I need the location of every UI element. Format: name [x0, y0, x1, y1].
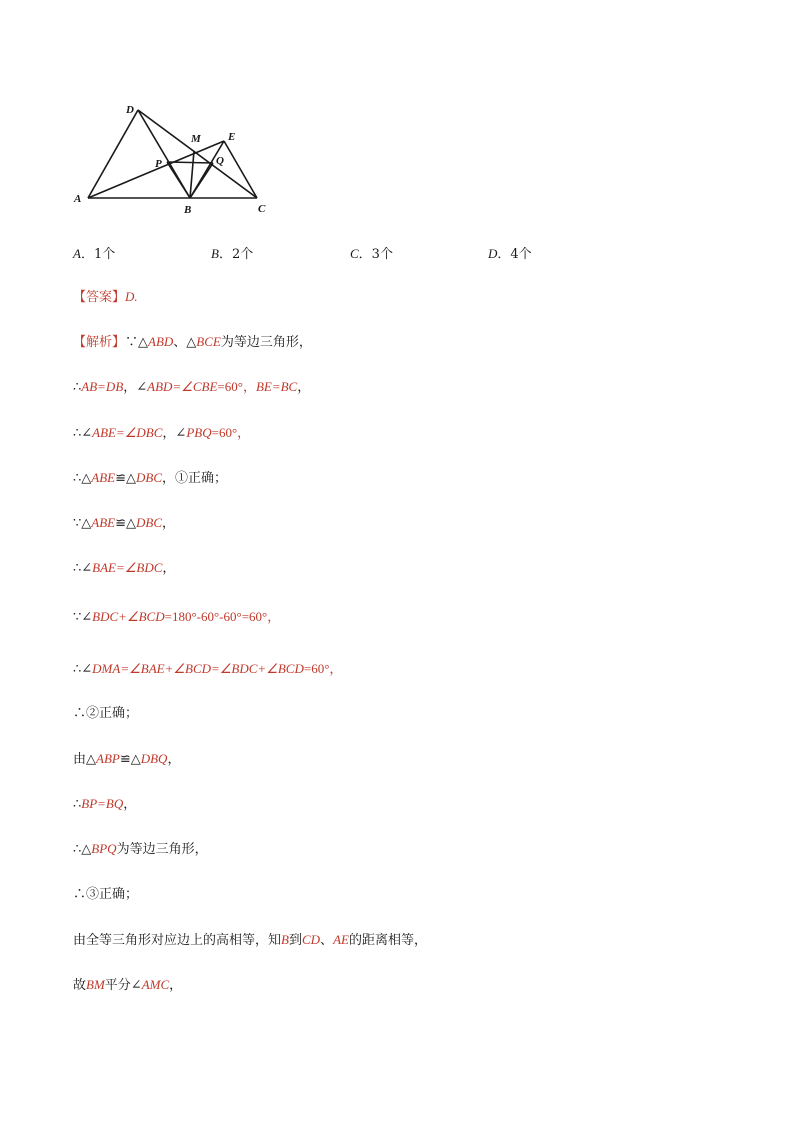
analysis-text: 【解析】 [73, 335, 126, 350]
analysis-text: DBC [136, 515, 162, 530]
analysis-line [73, 795, 136, 814]
analysis-text: AMC [141, 977, 170, 992]
analysis-text: BP=BQ [81, 796, 124, 811]
analysis-text: ， [169, 978, 183, 993]
analysis-line [73, 333, 312, 352]
point-label-q: Q [216, 155, 224, 167]
analysis-text: ABE [91, 470, 116, 485]
analysis-text: ， [297, 380, 311, 395]
triangle-diagram [70, 100, 280, 218]
analysis-text: ， [123, 797, 137, 812]
option-c[interactable] [350, 243, 393, 262]
analysis-text: B [281, 932, 289, 947]
answer-line [73, 288, 138, 307]
analysis-text: ∴∠ [73, 426, 93, 441]
analysis-text: =60°， [303, 661, 343, 676]
analysis-line [73, 378, 310, 397]
analysis-text: ∴∠ [73, 561, 93, 576]
point-label-m: M [191, 133, 201, 145]
analysis-text: DMA=∠BAE+∠BCD=∠BDC+∠BCD [92, 661, 304, 676]
analysis-text: 为等边三角形， [220, 335, 312, 350]
analysis-text: ∵∠ [73, 610, 93, 625]
analysis-text: ∴ [73, 380, 82, 395]
analysis-line [73, 705, 138, 723]
analysis-text: ABP [96, 751, 120, 766]
analysis-text: ∵△ [125, 335, 149, 350]
option-d-text: ．4个 [497, 247, 532, 262]
analysis-text: CD [301, 932, 321, 947]
analysis-text: 故 [73, 978, 87, 993]
analysis-text: ∴②正确； [73, 706, 139, 721]
analysis-line [73, 469, 227, 488]
analysis-line [73, 886, 138, 904]
analysis-line [73, 424, 250, 443]
analysis-line [73, 931, 427, 950]
analysis-text: ， [162, 516, 176, 531]
option-b[interactable] [211, 243, 253, 262]
geometry-figure [70, 100, 280, 218]
analysis-text: ≌△ [115, 471, 136, 486]
point-label-c: C [258, 203, 266, 215]
analysis-line [73, 750, 180, 769]
option-a[interactable] [73, 243, 115, 262]
analysis-text: 由△ [73, 752, 96, 767]
analysis-text: ≌△ [115, 516, 136, 531]
point-label-e: E [228, 131, 236, 143]
analysis-text: 到 [288, 933, 302, 948]
analysis-text: PBQ [186, 425, 212, 440]
analysis-line [73, 976, 182, 995]
analysis-text: 平分∠ [104, 978, 142, 993]
analysis-text: ABE [91, 515, 116, 530]
point-label-d: D [126, 104, 134, 116]
analysis-line [73, 840, 208, 859]
option-a-text: ．1个 [80, 247, 116, 262]
analysis-text: =180°-60°-60°=60°， [164, 609, 281, 624]
analysis-text: 、 [320, 933, 334, 948]
analysis-text: ∵△ [73, 516, 92, 531]
analysis-text: ≌△ [119, 752, 141, 767]
analysis-line [73, 514, 175, 533]
analysis-text: BAE=∠BDC [92, 560, 163, 575]
analysis-text: AB=DB [81, 379, 124, 394]
analysis-text: 、△ [173, 335, 197, 350]
answer-options [73, 243, 733, 263]
analysis-text: ，∠ [123, 380, 148, 395]
answer-value: D. [125, 289, 138, 304]
option-a-letter: A [73, 246, 81, 261]
analysis-text: ， [167, 752, 181, 767]
point-label-b: B [184, 204, 192, 216]
analysis-text: BCE [196, 334, 221, 349]
analysis-text: 的距离相等， [348, 933, 427, 948]
option-b-text: ．2个 [218, 247, 254, 262]
analysis-text: ∴△ [73, 471, 92, 486]
analysis-text: 由全等三角形对应边上的高相等，知 [73, 933, 282, 948]
analysis-text: ，①正确； [162, 471, 228, 486]
analysis-text: AE [333, 932, 349, 947]
analysis-text: ABD=∠CBE [147, 379, 218, 394]
analysis-text: BM [86, 977, 105, 992]
analysis-text: ，∠ [162, 426, 187, 441]
point-label-a: A [74, 193, 82, 205]
analysis-text: BPQ [91, 841, 117, 856]
analysis-text: =60°， [211, 425, 251, 440]
analysis-line [73, 660, 342, 679]
analysis-text: ， [162, 561, 176, 576]
analysis-line [73, 608, 280, 627]
option-c-text: ．3个 [358, 247, 393, 262]
option-c-letter: C [350, 246, 359, 261]
analysis-text: 为等边三角形， [116, 842, 208, 857]
analysis-text: BE=BC [255, 379, 298, 394]
analysis-text: ABD [148, 334, 174, 349]
analysis-line [73, 559, 175, 578]
option-d[interactable] [488, 243, 532, 262]
option-b-letter: B [211, 246, 219, 261]
point-label-p: P [155, 158, 162, 170]
analysis-text: ∴∠ [73, 662, 93, 677]
answer-label: 【答案】 [73, 290, 126, 305]
analysis-text: ∴③正确； [73, 887, 139, 902]
analysis-text: ∴△ [73, 842, 92, 857]
analysis-text: ∴ [73, 797, 82, 812]
option-d-letter: D [488, 246, 498, 261]
analysis-text: ABE=∠DBC [92, 425, 163, 440]
analysis-text: DBC [136, 470, 162, 485]
analysis-text: =60°， [217, 379, 256, 394]
analysis-text: BDC+∠BCD [92, 609, 165, 624]
analysis-text: DBQ [140, 751, 168, 766]
